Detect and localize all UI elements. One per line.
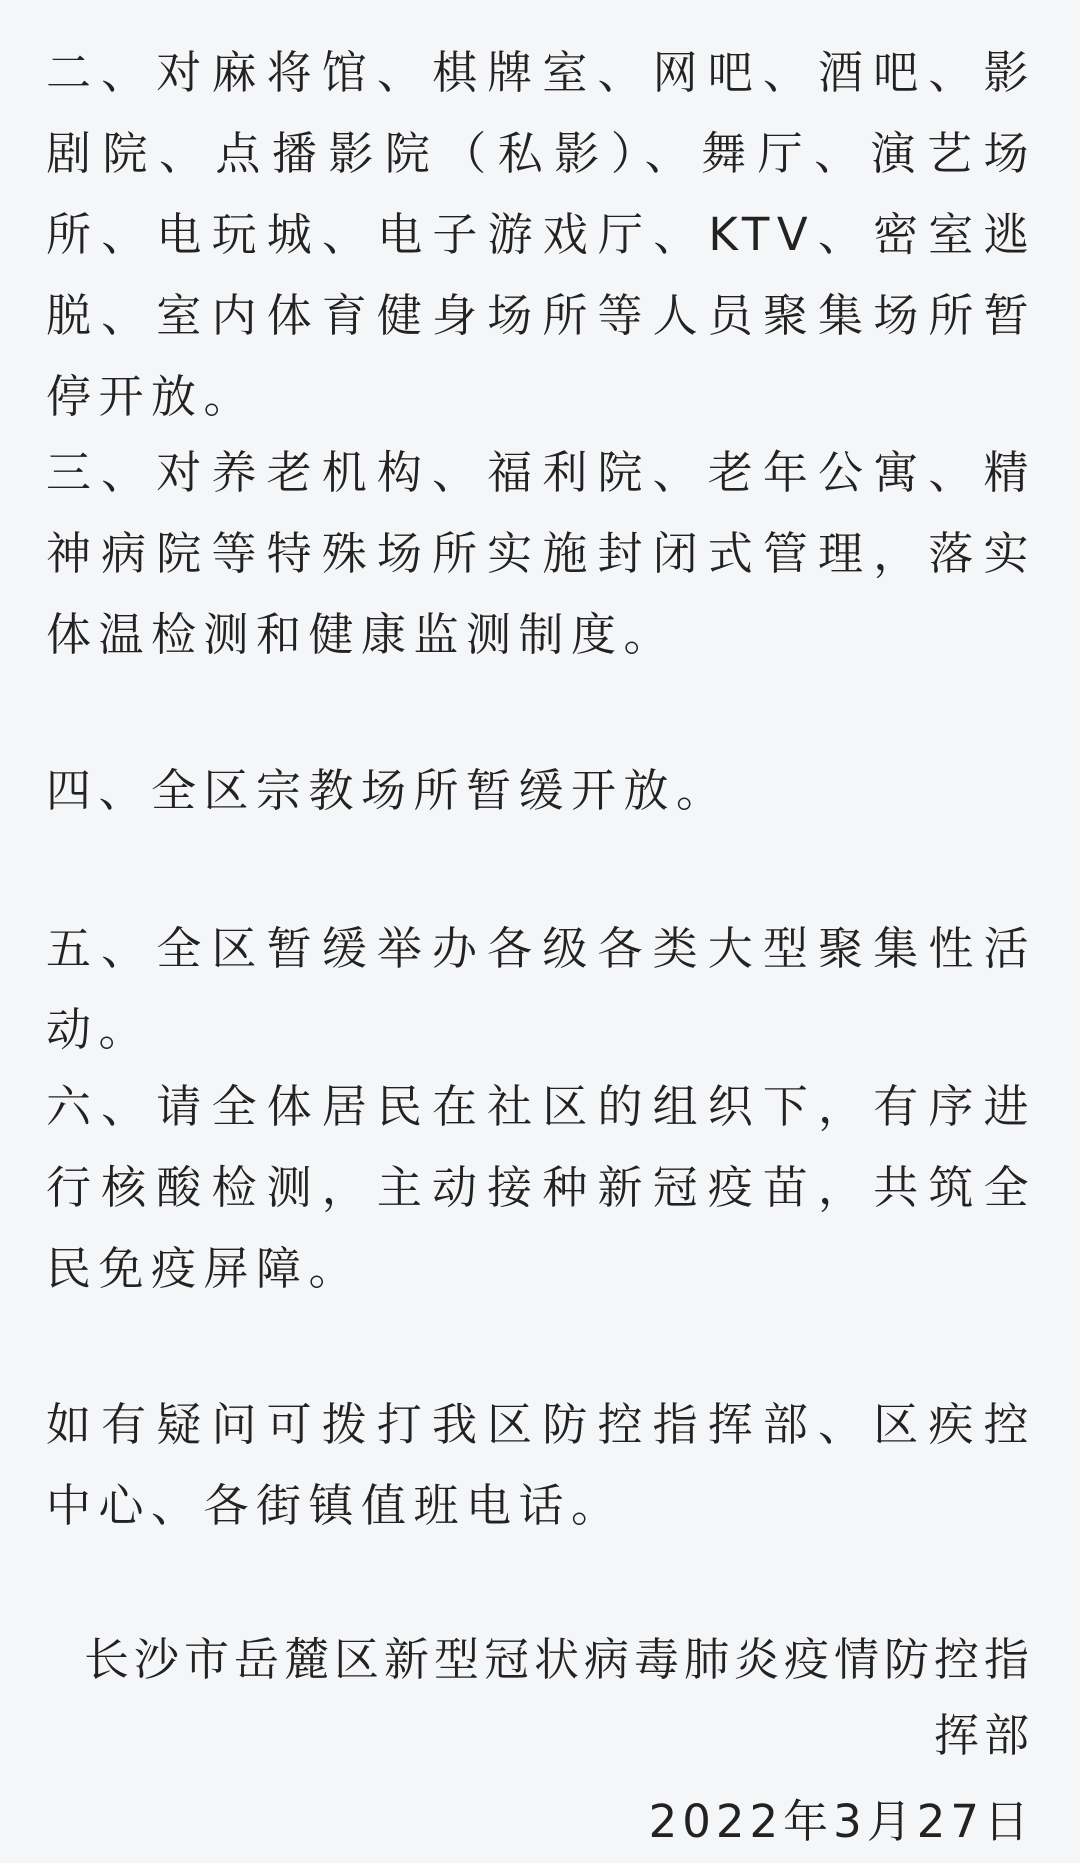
issue-date: 2022年3月27日 <box>648 1795 1034 1848</box>
contact-note: 如有疑问可拨打我区防控指挥部、区疾控中心、各街镇值班电话。 <box>46 1398 1036 1532</box>
paragraph-item-5: 五、全区暂缓举办各级各类大型聚集性活动。 <box>46 922 1036 1056</box>
paragraph-item-2: 二、对麻将馆、棋牌室、网吧、酒吧、影剧院、点播影院（私影）、舞厅、演艺场所、电玩城、电子游戏厅、KTV、密室逃脱、室内体育健身场所等人员聚集场所暂停开放。 <box>46 46 1036 423</box>
signing-authority: 长沙市岳麓区新型冠状病毒肺炎疫情防控指挥部 <box>83 1633 1034 1762</box>
paragraph-item-4: 四、全区宗教场所暂缓开放。 <box>46 764 729 817</box>
paragraph-item-3: 三、对养老机构、福利院、老年公寓、精神病院等特殊场所实施封闭式管理，落实体温检测和健康监测制度。 <box>46 446 1036 661</box>
paragraph-item-6: 六、请全体居民在社区的组织下，有序进行核酸检测，主动接种新冠疫苗，共筑全民免疫屏障。 <box>46 1080 1036 1295</box>
